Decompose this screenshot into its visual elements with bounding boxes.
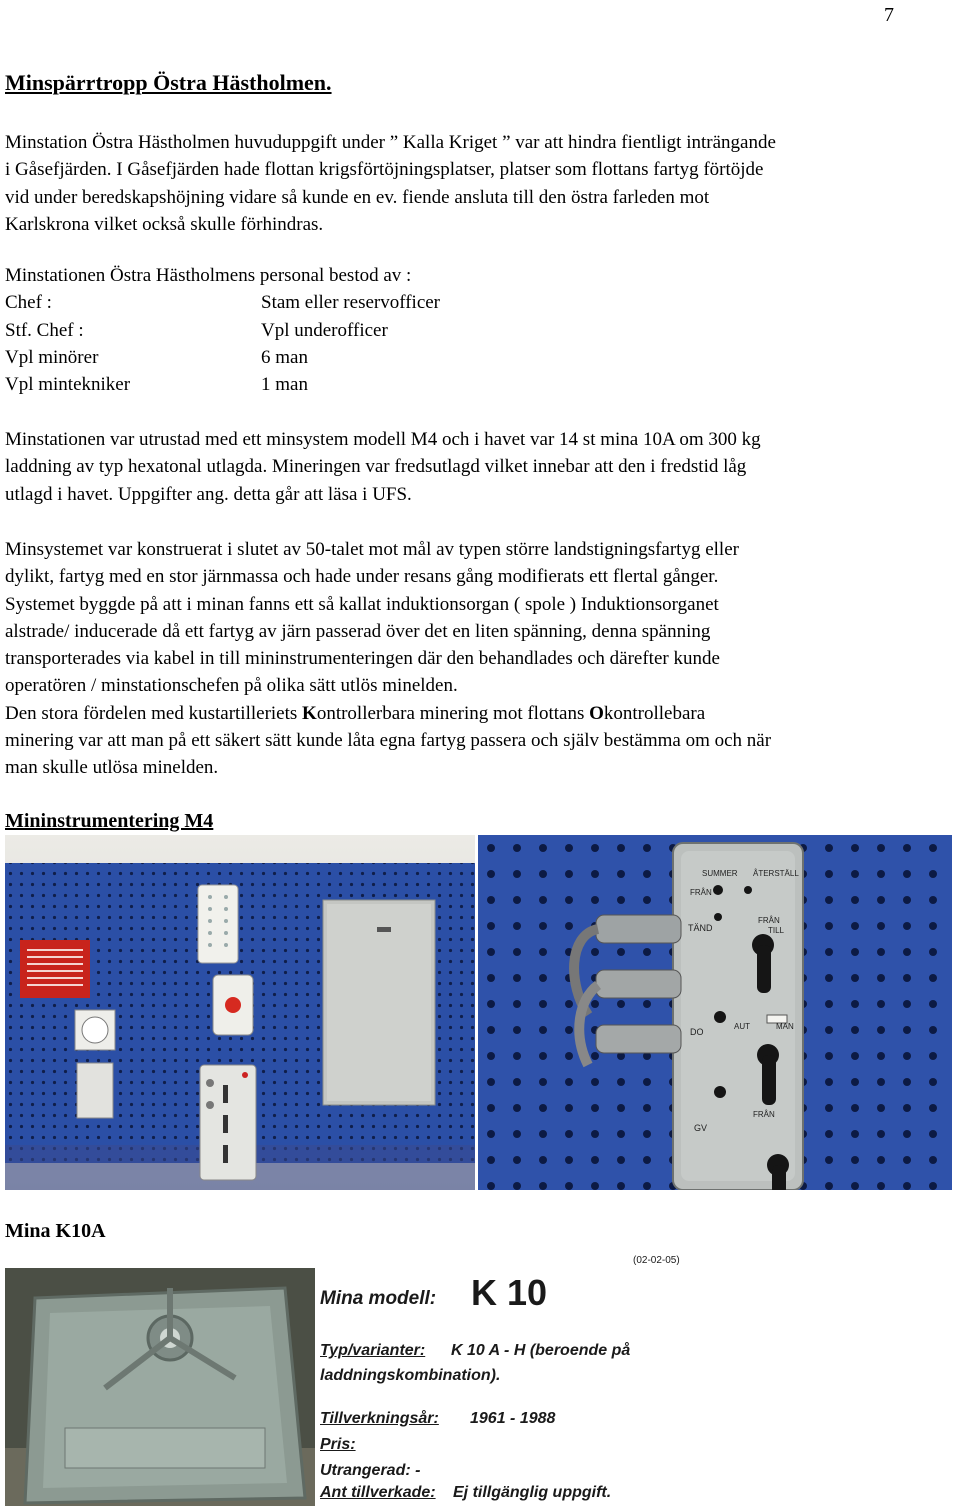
paragraph-system [5, 536, 960, 782]
year-value: 1961 - 1988 [470, 1410, 556, 1427]
label-fran2: FRÅN [758, 916, 780, 925]
heading-m4: Mininstrumentering M4 [5, 810, 214, 832]
mine-info-card [315, 1250, 715, 1506]
model-label: Mina modell: [320, 1288, 437, 1309]
year-label: Tillverkningsår: [320, 1410, 439, 1427]
scrapped-label: Utrangerad: - [320, 1462, 421, 1479]
role-value: Stam eller reservofficer [261, 292, 441, 314]
label-man: MAN [776, 1022, 794, 1031]
personnel-row [5, 289, 960, 316]
text-line: Systemet byggde på att i minan fanns ett så kallat induktionsorgan ( spole ) Induktionsorganet [5, 593, 719, 615]
paragraph-equipment [5, 426, 960, 508]
text-line: dylikt, fartyg med en stor järnmassa och hade under resans gång modifierats ett flertal gånger. [5, 566, 719, 588]
photo-instrument-wall [5, 835, 475, 1190]
personnel-list [5, 262, 960, 398]
personnel-intro: Minstationen Östra Hästholmens personal bestod av : [5, 265, 412, 286]
label-tand: TÄND [688, 923, 713, 933]
text-line: Karlskrona vilket också skulle förhindras. [5, 213, 324, 235]
role-value: 6 man [261, 346, 308, 368]
role: Chef : [5, 292, 52, 314]
label-do: DO [690, 1027, 704, 1037]
label-aut: AUT [734, 1022, 750, 1031]
text-line: Minsystemet var konstruerat i slutet av 50-talet mot mål av typen större landstigningsfartyg eller [5, 539, 739, 560]
text-line: Den stora fördelen med kustartilleriets Kontrollerbara minering mot flottans Okontrollebara [5, 702, 706, 724]
text-line: utlagd i havet. Uppgifter ang. detta går att läsa i UFS. [5, 483, 412, 505]
text-line: i Gåsefjärden. I Gåsefjärden hade flottan krigsförtöjningsplatser, platser som flottans fartyg förtöjde [5, 159, 764, 181]
photo-control-panel-image [478, 835, 952, 1190]
text-line: laddning av typ hexatonal utlagda. Mineringen var fredsutlagd vilket innebar att den i fredstid låg [5, 456, 747, 478]
personnel-row [5, 344, 960, 371]
count-value: Ej tillgänglig uppgift. [453, 1484, 612, 1501]
text-line: Minstation Östra Hästholmen huvuduppgift under ” Kalla Kriget ” var att hindra fientligt inträngande [5, 132, 776, 153]
text-line: Minstationen var utrustad med ett minsystem modell M4 och i havet var 14 st mina 10A om 300 kg [5, 429, 761, 450]
photo-control-panel [478, 835, 952, 1190]
count-label: Ant tillverkade: [320, 1484, 436, 1501]
label-till: TILL [768, 926, 785, 935]
text-line: minering var att man på ett säkert sätt kunde låta egna fartyg passera och själv bestämma om och när [5, 730, 772, 752]
text-line: operatören / minstationschefen på olika sätt utlös minelden. [5, 675, 458, 697]
type-value-2: laddningskombination). [320, 1367, 501, 1384]
personnel-row [5, 317, 960, 344]
text-line: alstrade/ inducerade då ett fartyg av järn passerad över det en liten spänning, denna spänning [5, 620, 711, 642]
personnel-row [5, 371, 960, 398]
text-line: man skulle utlösa minelden. [5, 757, 219, 779]
text-line: vid under beredskapshöjning vidare så kunde en ev. fiende ansluta till den östra farleden mot [5, 186, 710, 208]
type-value: K 10 A - H (beroende på [451, 1342, 631, 1359]
role: Vpl mintekniker [5, 374, 131, 396]
price-label: Pris: [320, 1436, 356, 1453]
heading-k10: Mina K10A [5, 1220, 106, 1242]
label-fran3: FRÅN [753, 1110, 775, 1119]
role: Stf. Chef : [5, 319, 84, 341]
page-number: 7 [884, 4, 894, 26]
label-fran: FRÅN [690, 888, 712, 897]
card-date: (02-02-05) [633, 1255, 680, 1266]
page-title: Minspärrtropp Östra Hästholmen. [5, 70, 332, 95]
photo-instrument-wall-image [5, 835, 475, 1190]
label-aterstall: ÅTERSTÄLL [753, 869, 799, 878]
photo-mine-k10 [5, 1268, 317, 1506]
photo-mine-k10-image [5, 1268, 317, 1506]
label-summer: SUMMER [702, 869, 738, 878]
role-value: Vpl underofficer [261, 319, 388, 341]
type-label: Typ/varianter: [320, 1342, 426, 1359]
model-value: K 10 [471, 1272, 548, 1313]
label-gv: GV [694, 1123, 708, 1133]
paragraph-mission [5, 129, 960, 238]
role-value: 1 man [261, 374, 308, 396]
role: Vpl minörer [5, 346, 99, 368]
text-line: transporterades via kabel in till mininstrumenteringen där den behandlades och därefter kunde [5, 648, 720, 670]
